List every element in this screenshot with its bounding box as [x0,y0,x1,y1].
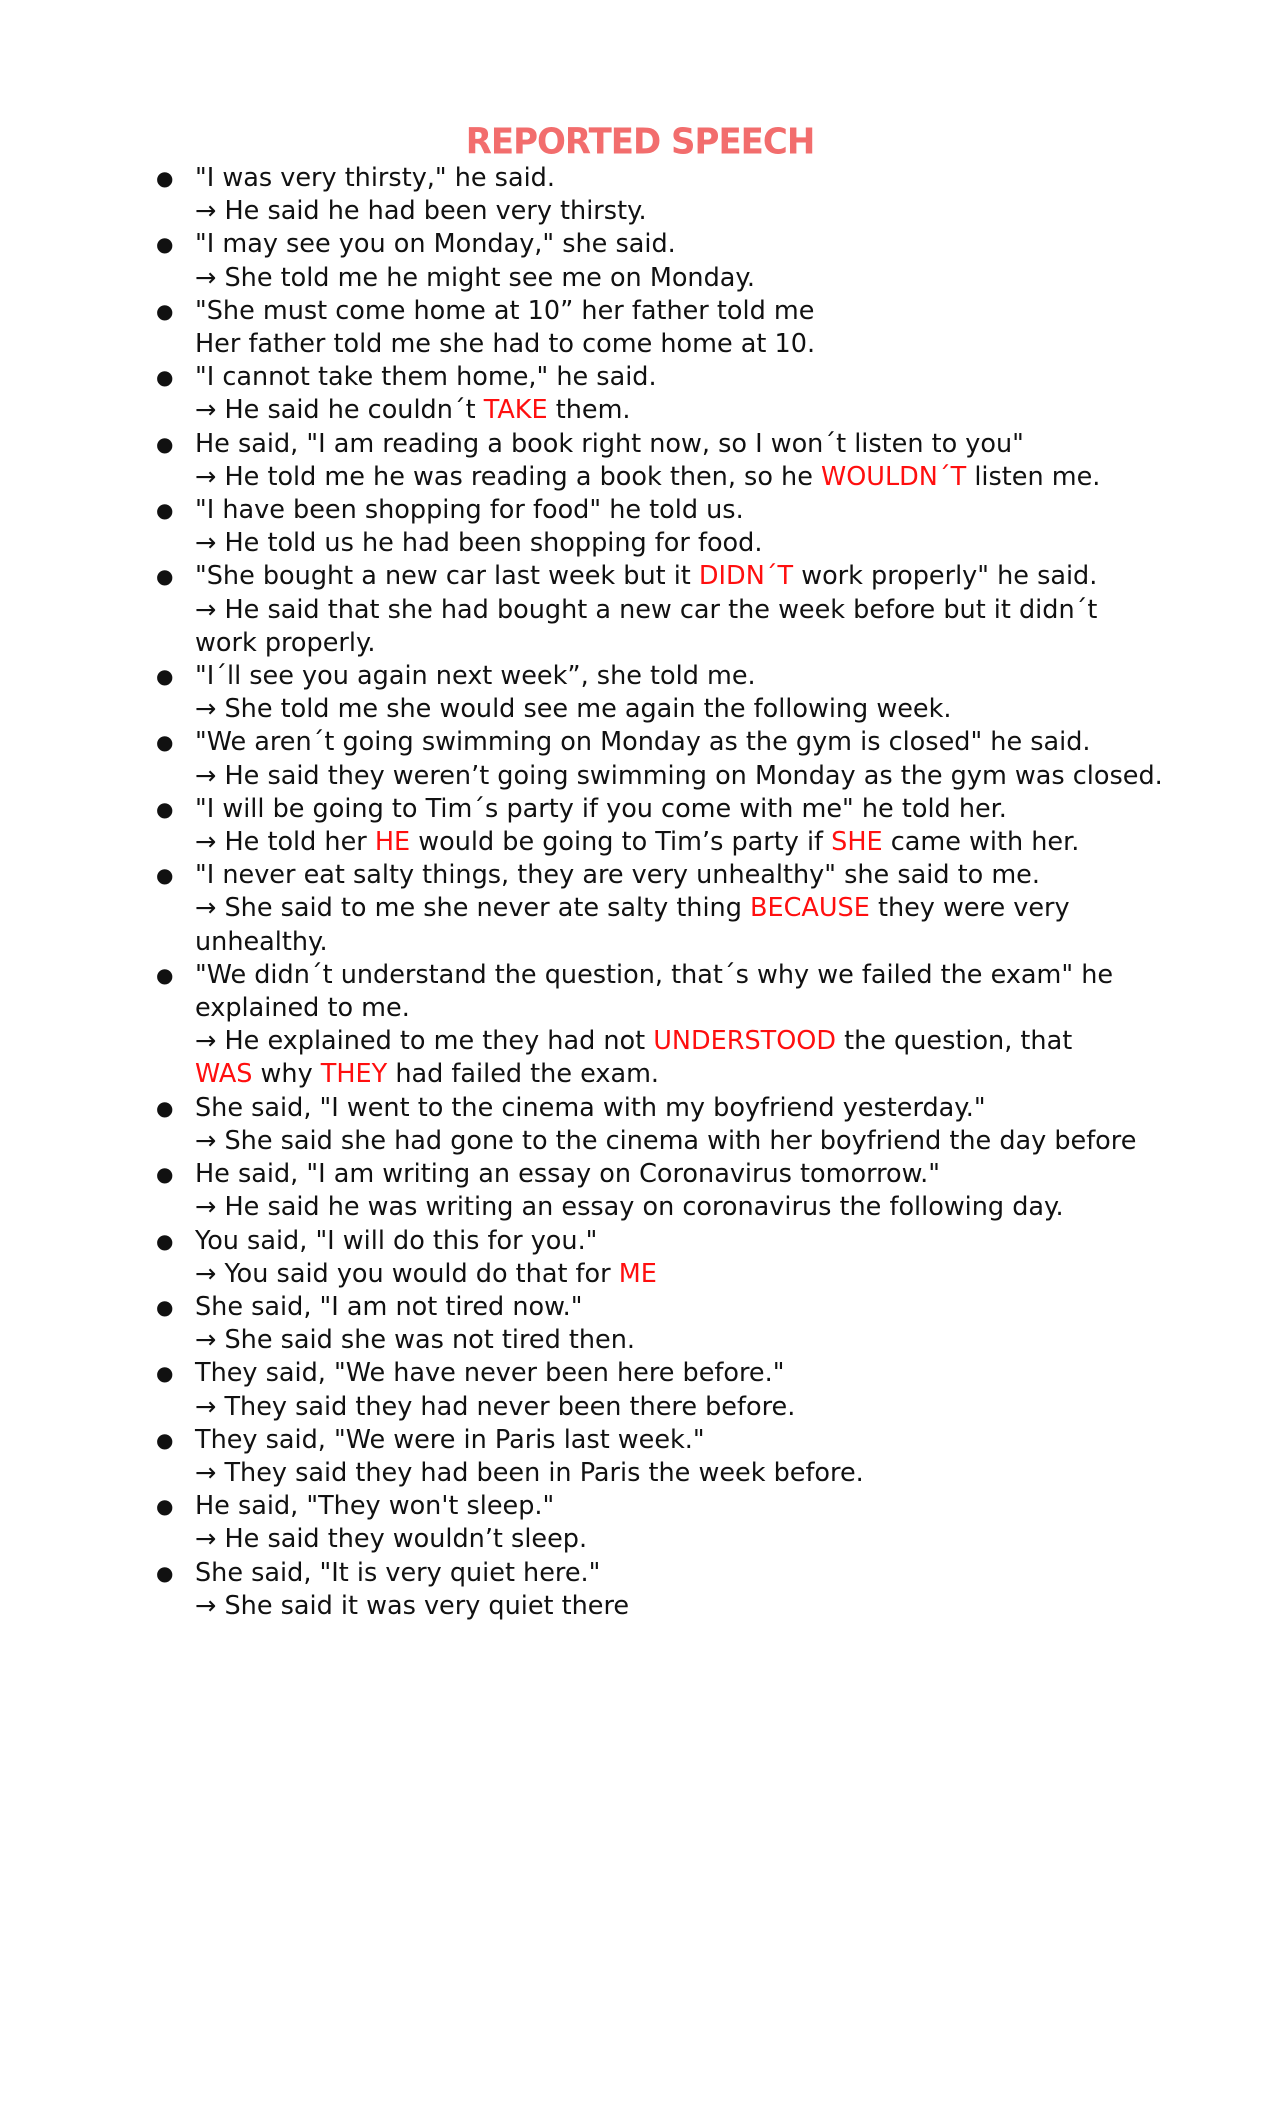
text-segment: → He told me he was reading a book then, so he [195,461,822,492]
highlighted-word: DIDN´T [698,561,794,592]
list-item [150,1158,1270,1224]
list-item [150,793,1270,859]
bullet-icon: ● [156,232,174,257]
reported-speech-line [195,328,1270,361]
list-item [150,1424,1270,1490]
bullet-icon: ● [156,1228,174,1253]
reported-speech-line [195,627,1270,660]
highlighted-word: BECAUSE [750,893,870,924]
highlighted-word: HE [374,827,411,858]
list-item [150,560,1270,660]
text-segment: → She told me she would see me again the following week. [195,694,952,725]
direct-speech-line [195,428,1270,461]
direct-speech-line [195,361,1270,394]
list-item [150,295,1270,361]
text-segment: "I will be going to Tim´s party if you come with me" he told her. [195,793,1007,824]
text-segment: He said, "I am reading a book right now, so I won´t listen to you" [195,428,1024,459]
bullet-icon: ● [156,664,174,689]
bullet-icon: ● [156,298,174,323]
list-item [150,494,1270,560]
direct-speech-line [195,1357,1270,1390]
text-segment: unhealthy. [195,926,328,957]
text-segment: "We aren´t going swimming on Monday as the gym is closed" he said. [195,727,1091,758]
text-segment: they were very [869,893,1070,924]
text-segment: "I cannot take them home," he said. [195,362,657,393]
text-segment: They said, "We were in Paris last week." [195,1424,705,1455]
text-segment: "I´ll see you again next week”, she told me. [195,661,756,692]
reported-speech-line [195,1391,1270,1424]
reported-speech-line [195,760,1270,793]
direct-speech-line [195,295,1270,328]
bullet-icon: ● [156,1361,174,1386]
text-segment: work properly" he said. [793,561,1098,592]
text-segment: → He told her [195,827,375,858]
reported-speech-line [195,892,1270,925]
bullet-icon: ● [156,498,174,523]
text-segment: → You said you would do that for [195,1258,619,1289]
list-item [150,959,1270,1092]
list-item [150,1357,1270,1423]
list-item [150,660,1270,726]
direct-speech-line [195,1291,1270,1324]
text-segment: listen me. [966,461,1101,492]
text-segment: "I never eat salty things, they are very unhealthy" she said to me. [195,860,1040,891]
highlighted-word: TAKE [483,395,548,426]
bullet-icon: ● [156,962,174,987]
highlighted-word: ME [618,1258,657,1289]
direct-speech-line [195,859,1270,892]
highlighted-word: SHE [831,827,883,858]
bullet-icon: ● [156,1095,174,1120]
list-item [150,726,1270,792]
highlighted-word: THEY [320,1059,388,1090]
list-item [150,1557,1270,1623]
highlighted-word: UNDERSTOOD [653,1026,836,1057]
text-segment: → He said he was writing an essay on coronavirus the following day. [195,1192,1064,1223]
reported-speech-line [195,195,1270,228]
reported-speech-line [195,926,1270,959]
text-segment: "She bought a new car last week but it [195,561,699,592]
direct-speech-line [195,959,1270,992]
text-segment: → They said they had been in Paris the week before. [195,1457,864,1488]
reported-speech-line [195,1191,1270,1224]
text-segment: → She said she had gone to the cinema with her boyfriend the day before [195,1125,1137,1156]
text-segment: → She said it was very quiet there [195,1590,630,1621]
text-segment: explained to me. [195,993,410,1024]
list-item [150,1092,1270,1158]
text-segment: She said, "I went to the cinema with my boyfriend yesterday." [195,1092,986,1123]
text-segment: "I was very thirsty," he said. [195,163,555,193]
list-item [150,162,1270,228]
reported-speech-line [195,461,1270,494]
text-segment: He said, "I am writing an essay on Coronavirus tomorrow." [195,1159,940,1190]
reported-speech-line [195,1457,1270,1490]
list-item [150,859,1270,959]
reported-speech-line [195,1523,1270,1556]
bullet-icon: ● [156,166,174,190]
text-segment: → He said he couldn´t [195,395,484,426]
text-segment: → She told me he might see me on Monday. [195,262,755,293]
reported-speech-line [195,693,1270,726]
text-segment: He said, "They won't sleep." [195,1491,555,1522]
text-segment: the question, that [835,1026,1073,1057]
text-segment: She said, "I am not tired now." [195,1291,583,1322]
direct-speech-line [195,1557,1270,1590]
bullet-icon: ● [156,1494,174,1519]
reported-speech-line [195,262,1270,295]
bullet-icon: ● [156,1162,174,1187]
text-segment: "I have been shopping for food" he told us. [195,495,744,526]
reported-speech-line [195,1025,1270,1058]
text-segment: → She said she was not tired then. [195,1325,635,1356]
text-segment: "I may see you on Monday," she said. [195,229,676,260]
reported-speech-line [195,1058,1270,1091]
list-item [150,1225,1270,1291]
bullet-icon: ● [156,1294,174,1319]
text-segment: → She said to me she never ate salty thing [195,893,751,924]
bullet-icon: ● [156,730,174,755]
list-item [150,361,1270,427]
reported-speech-line [195,1125,1270,1158]
direct-speech-line [195,494,1270,527]
highlighted-word: WOULDN´T [821,461,967,492]
text-segment: She said, "It is very quiet here." [195,1557,601,1588]
highlighted-word: WAS [195,1059,253,1090]
text-segment: "She must come home at 10” her father told me [195,295,815,326]
bullet-icon: ● [156,564,174,589]
reported-speech-line [195,527,1270,560]
direct-speech-line [195,1490,1270,1523]
text-segment: You said, "I will do this for you." [195,1225,598,1256]
direct-speech-line [195,1158,1270,1191]
bullet-icon: ● [156,796,174,821]
reported-speech-line [195,594,1270,627]
bullet-icon: ● [156,1560,174,1585]
bullet-icon: ● [156,1427,174,1452]
text-segment: had failed the exam. [387,1059,660,1090]
reported-speech-line [195,394,1270,427]
direct-speech-line [195,793,1270,826]
text-segment: why [252,1059,321,1090]
reported-speech-line [195,1258,1270,1291]
bullet-icon: ● [156,431,174,456]
direct-speech-line [195,162,1270,195]
list-item [150,228,1270,294]
reported-speech-line [195,992,1270,1025]
text-segment: Her father told me she had to come home at 10. [195,329,816,360]
text-segment: would be going to Tim’s party if [410,827,832,858]
list-item [150,428,1270,494]
list-item [150,1291,1270,1357]
text-segment: → He said they wouldn’t sleep. [195,1524,588,1555]
direct-speech-line [195,560,1270,593]
text-segment: work properly. [195,627,376,658]
reported-speech-line [195,1324,1270,1357]
text-segment: → They said they had never been there before. [195,1391,796,1422]
direct-speech-line [195,1092,1270,1125]
direct-speech-line [195,660,1270,693]
text-segment: → He explained to me they had not [195,1026,654,1057]
text-segment: → He said he had been very thirsty. [195,196,647,227]
bullet-icon: ● [156,365,174,390]
text-segment: came with her. [882,827,1080,858]
text-segment: them. [547,395,631,426]
direct-speech-line [195,228,1270,261]
reported-speech-line [195,1590,1270,1623]
text-segment: → He said they weren’t going swimming on Monday as the gym was closed. [195,760,1163,791]
text-segment: "We didn´t understand the question, that´s why we failed the exam" he [195,959,1114,990]
reported-speech-line [195,826,1270,859]
bullet-icon: ● [156,863,174,888]
direct-speech-line [195,1424,1270,1457]
page-title: REPORTED SPEECH [465,121,815,163]
direct-speech-line [195,1225,1270,1258]
text-segment: → He said that she had bought a new car the week before but it didn´t [195,594,1098,625]
reported-speech-list [150,162,1270,1623]
list-item [150,1490,1270,1556]
direct-speech-line [195,726,1270,759]
text-segment: They said, "We have never been here before." [195,1358,785,1389]
text-segment: → He told us he had been shopping for food. [195,528,763,559]
